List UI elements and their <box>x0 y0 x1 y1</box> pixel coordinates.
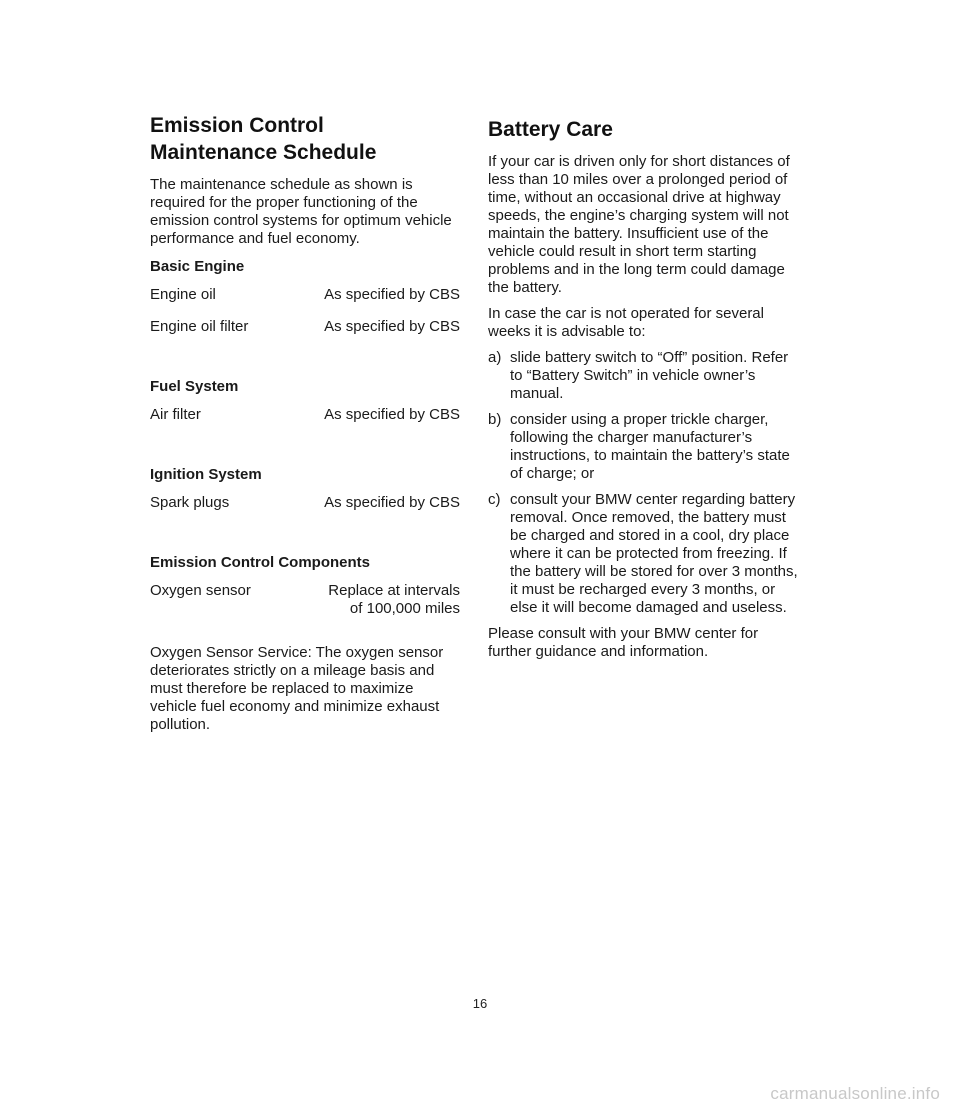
schedule-value: As specified by CBS <box>324 318 460 335</box>
oxygen-sensor-note: Oxygen Sensor Service: The oxygen sensor deteriorates strictly on a mileage basis and must therefore be replaced to maximize vehicle fuel economy and minimize exhaust pollution. <box>150 644 444 733</box>
section-heading-ignition-system: Ignition System <box>150 466 262 483</box>
schedule-item: Air filter <box>150 406 201 423</box>
battery-paragraph-2: In case the car is not operated for several weeks it is advisable to: <box>488 305 764 340</box>
section-heading-fuel-system: Fuel System <box>150 378 239 395</box>
section-heading-emission-components: Emission Control Components <box>150 554 371 571</box>
schedule-row-oxygen-sensor <box>150 582 460 618</box>
schedule-row-air-filter <box>150 406 460 424</box>
list-text: consider using a proper trickle charger, following the charger manufacturer’s instructions, to maintain the battery’s state of charge; or <box>510 411 790 482</box>
schedule-row-engine-oil-filter <box>150 318 460 336</box>
list-item <box>488 349 800 403</box>
list-item <box>488 491 800 617</box>
schedule-row-spark-plugs <box>150 494 460 512</box>
section-heading-basic-engine: Basic Engine <box>150 258 245 275</box>
schedule-item: Spark plugs <box>150 494 230 511</box>
emission-schedule-title: Emission Control Maintenance Schedule <box>150 114 377 164</box>
schedule-item: Engine oil <box>150 286 216 303</box>
schedule-value: Replace at intervals of 100,000 miles <box>328 582 460 617</box>
schedule-item: Oxygen sensor <box>150 582 251 599</box>
list-item <box>488 411 800 483</box>
right-column <box>488 112 800 669</box>
list-marker: c) <box>488 491 501 508</box>
emission-intro-paragraph: The maintenance schedule as shown is required for the proper functioning of the emission control systems for optimum vehicle performance and fuel economy. <box>150 176 452 247</box>
page-number: 16 <box>472 996 488 1011</box>
battery-closing-paragraph: Please consult with your BMW center for further guidance and information. <box>488 625 759 660</box>
list-text: slide battery switch to “Off” position. Refer to “Battery Switch” in vehicle owner’s manual. <box>510 349 789 402</box>
schedule-item: Engine oil filter <box>150 318 249 335</box>
schedule-value: As specified by CBS <box>324 406 460 423</box>
battery-care-title: Battery Care <box>488 118 613 141</box>
schedule-row-engine-oil <box>150 286 460 304</box>
list-marker: a) <box>488 349 502 366</box>
watermark-text: carmanualsonline.info <box>770 1084 940 1103</box>
list-marker: b) <box>488 411 502 428</box>
list-text: consult your BMW center regarding battery removal. Once removed, the battery must be charged and stored in a cool, dry place where it can be protected from freezing. If the battery will be stored for over 3 months, it must be recharged every 3 months, or else it will become damaged and useless. <box>510 491 798 616</box>
schedule-value: As specified by CBS <box>324 286 460 303</box>
left-column <box>150 112 460 742</box>
schedule-value: As specified by CBS <box>324 494 460 511</box>
battery-paragraph-1: If your car is driven only for short distances of less than 10 miles over a prolonged period of time, without an occasional drive at highway speeds, the engine’s charging system will not maintain the battery. Insufficient use of the vehicle could result in short term starting problems and in the long term could damage the battery. <box>488 153 790 296</box>
